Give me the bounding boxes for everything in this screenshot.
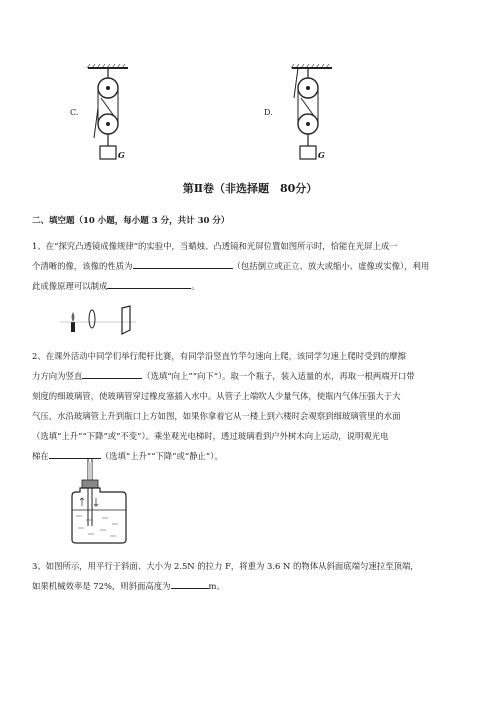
q2-line2a: 力方向为竖直 <box>32 371 83 381</box>
bottle-barometer-figure <box>70 458 130 544</box>
q1-line1: 1、在“探究凸透镜成像规律”的实验中，当蜡烛、凸透镜和光屏位置如图所示时，恰能在光屏上成一 <box>32 241 398 251</box>
q2-line6b: （选填“上升”“下降”或“静止”）。 <box>100 451 223 461</box>
q2-line2b: （选填“向上”“向下”）。取一个瓶子，装入适量的水，再取一根两端开口带 <box>142 371 415 381</box>
answer-blank-friction-direction[interactable] <box>82 369 142 379</box>
answer-blank-image-nature[interactable] <box>133 259 233 269</box>
q1-line3 <box>32 276 472 296</box>
question-1 <box>32 236 472 296</box>
section-heading: 二、填空题（10 小题，每小题 3 分，共计 30 分） <box>32 216 230 226</box>
q3-line2b: m。 <box>208 581 225 591</box>
q2-line1: 2、在课外活动中同学们举行爬杆比赛，有同学沿竖直竹竿匀速向上爬，该同学匀速上爬时受到的摩擦 <box>32 351 406 361</box>
figure-label-c: C. <box>70 108 79 117</box>
pulley-figure-d <box>264 64 354 164</box>
q1-line3a: 此成像原理可以制成 <box>32 281 108 291</box>
q1-line3b: 。 <box>191 281 200 291</box>
weight-label-c: G <box>118 150 125 160</box>
question-3 <box>32 556 472 596</box>
q3-line2a: 如果机械效率是 72%，则斜面高度为 <box>32 581 171 591</box>
q3-line1: 3、如图所示，用平行于斜面、大小为 2.5N 的拉力 F，将重为 3.6 N 的物体从斜面底端匀速拉至顶端， <box>32 561 419 571</box>
q2-line3: 刻度的细玻璃管，使玻璃管穿过橡皮塞插入水中。从管子上端吹人少量气体，使瓶内气体压强大于大 <box>32 391 401 401</box>
answer-blank-slope-height[interactable] <box>171 579 209 589</box>
figure-label-d: D. <box>264 108 273 117</box>
question-2 <box>32 346 472 466</box>
q2-line2 <box>32 366 472 386</box>
q3-line2 <box>32 576 472 596</box>
lens-experiment-figure <box>60 300 140 340</box>
q1-line2 <box>32 256 472 276</box>
q2-line4: 气压，水沿玻璃管上升到瓶口上方如图，如果你拿着它从一楼上到六楼时会观察到细玻璃管里的水面 <box>32 411 401 421</box>
q2-line5a: （选填“上升”“下降”或“不变”）。乘坐观光电梯时，透过玻璃看到户外树木向上运动，说明观光电 <box>32 431 389 441</box>
section-title: 第Ⅱ卷（非选择题 80分） <box>182 182 318 195</box>
pulley-figure-c <box>70 64 160 164</box>
answer-blank-device[interactable] <box>107 279 191 289</box>
q2-line6a: 梯在 <box>32 451 49 461</box>
q1-line2a: 个清晰的像，该像的性质为 <box>32 261 133 271</box>
q1-line2b: （包括倒立或正立、放大或缩小、虚像或实像），利用 <box>232 261 430 271</box>
q2-line5 <box>32 426 472 446</box>
weight-label-d: G <box>318 150 325 160</box>
